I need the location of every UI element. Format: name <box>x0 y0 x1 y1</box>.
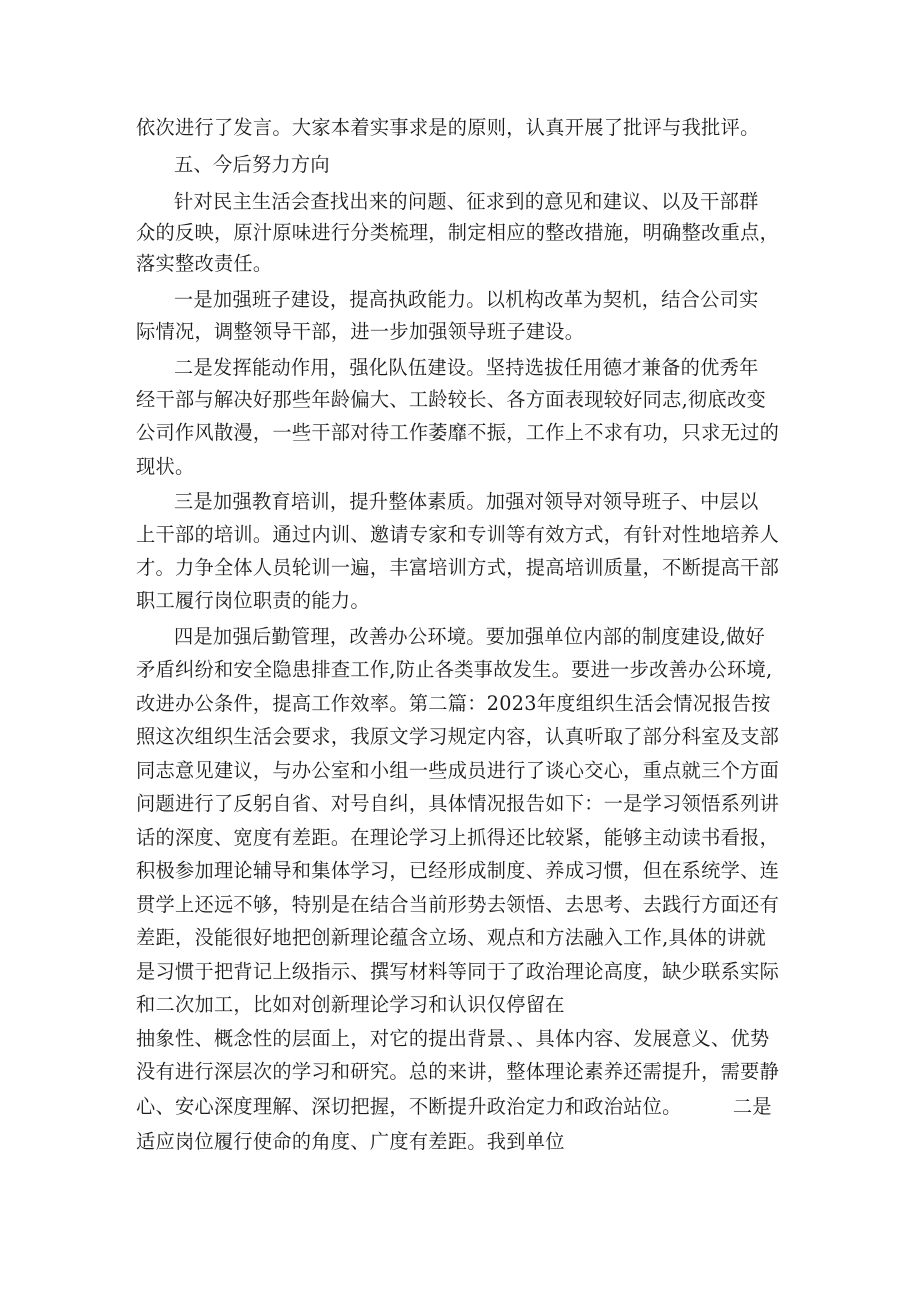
text-line: 同志意见建议，与办公室和小组一些成员进行了谈心交心，重点就三个方面 <box>136 759 780 782</box>
text-line: 问题进行了反躬自省、对号自纠，具体情况报告如下：一是学习领悟系列讲 <box>136 792 780 815</box>
text-line: 和二次加工，比如对创新理论学习和认识仅停留在 <box>136 993 565 1016</box>
text-line: 际情况，调整领导干部，进一步加强领导班子建设。 <box>136 320 585 343</box>
text-line: 心、安心深度理解、深切把握，不断提升政治定力和政治站位。 二是 <box>136 1095 772 1118</box>
text-line: 上干部的培训。通过内训、邀请专家和专训等有效方式，有针对性地培养人 <box>136 523 780 546</box>
text-line: 抽象性、概念性的层面上，对它的提出背景、、具体内容、发展意义、优势 <box>136 1027 770 1050</box>
text-line: 经干部与解决好那些年龄偏大、工龄较长、各方面表现较好同志,彻底改变 <box>136 388 766 411</box>
text-line: 差距，没能很好地把创新理论蕴含立场、观点和方法融入工作,具体的讲就 <box>136 926 766 949</box>
text-line: 依次进行了发言。大家本着实事求是的原则，认真开展了批评与我批评。 <box>136 116 760 139</box>
text-line: 是习惯于把背记上级指示、撰写材料等同于了政治理论高度，缺少联系实际 <box>136 960 780 983</box>
text-line: 三是加强教育培训，提升整体素质。加强对领导对领导班子、中层以 <box>174 490 759 513</box>
text-line: 积极参加理论辅导和集体学习，已经形成制度、养成习惯，但在系统学、连 <box>136 859 780 882</box>
text-line: 二是发挥能动作用，强化队伍建设。坚持选拔任用德才兼备的优秀年 <box>174 356 759 379</box>
text-line: 落实整改责任。 <box>136 252 273 275</box>
text-line: 矛盾纠纷和安全隐患排查工作,防止各类事故发生。要进一步改善办公环境, <box>136 658 773 681</box>
section-heading: 五、今后努力方向 <box>174 153 330 176</box>
text-line: 改进办公条件，提高工作效率。第二篇：2023年度组织生活会情况报告按 <box>136 692 771 715</box>
text-line: 适应岗位履行使命的角度、广度有差距。我到单位 <box>136 1130 565 1153</box>
text-line: 贯学上还远不够，特别是在结合当前形势去领悟、去思考、去践行方面还有 <box>136 893 780 916</box>
text-line: 话的深度、宽度有差距。在理论学习上抓得还比较紧，能够主动读书看报， <box>136 826 780 849</box>
text-line: 才。力争全体人员轮训一遍，丰富培训方式，提高培训质量，不断提高干部 <box>136 556 780 579</box>
text-line: 照这次组织生活会要求，我原文学习规定内容，认真听取了部分科室及支部 <box>136 725 780 748</box>
text-line: 没有进行深层次的学习和研究。总的来讲，整体理论素养还需提升，需要静 <box>136 1060 780 1083</box>
text-line: 众的反映，原汁原味进行分类梳理，制定相应的整改措施，明确整改重点， <box>136 221 780 244</box>
text-line: 现状。 <box>136 455 195 478</box>
text-line: 针对民主生活会查找出来的问题、征求到的意见和建议、以及干部群 <box>174 190 759 213</box>
text-line: 四是加强后勤管理，改善办公环境。要加强单位内部的制度建设,做好 <box>174 625 766 648</box>
text-line: 职工履行岗位职责的能力。 <box>136 589 370 612</box>
text-line: 一是加强班子建设，提高执政能力。以机构改革为契机，结合公司实 <box>174 288 759 311</box>
text-line: 公司作风散漫，一些干部对待工作萎靡不振，工作上不求有功，只求无过的 <box>136 421 780 444</box>
